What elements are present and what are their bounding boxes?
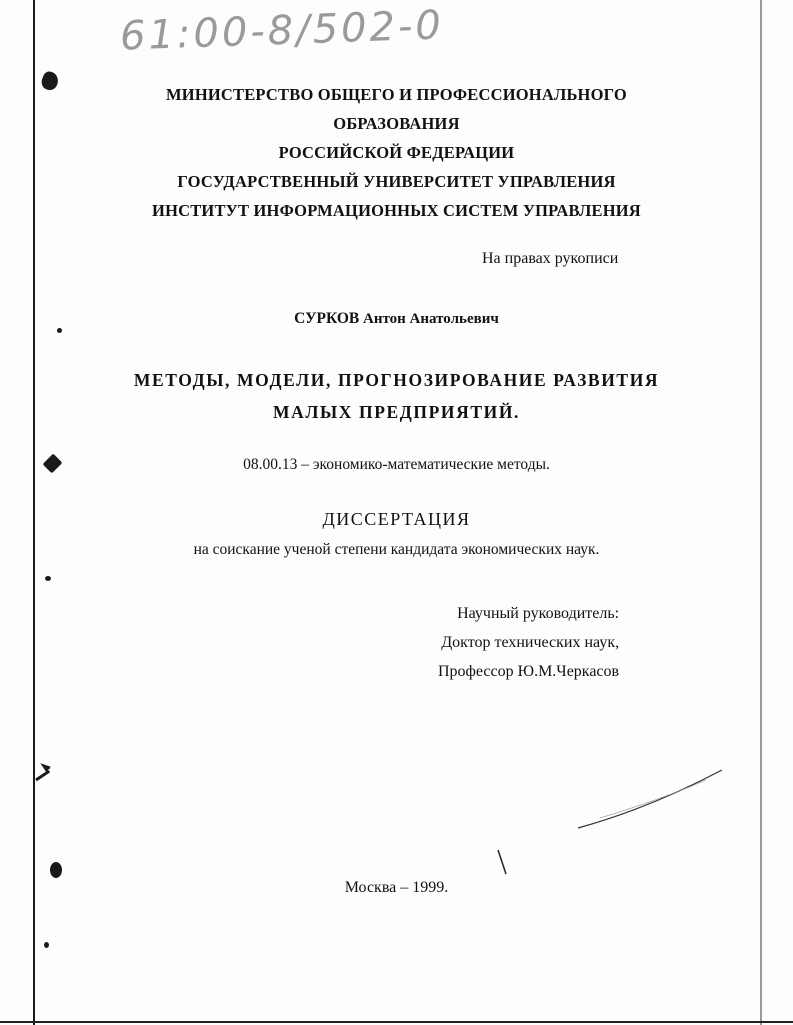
author-given-names: Антон Анатольевич [363,311,499,327]
degree-statement: на соискание ученой степени кандидата экономических наук. [193,541,600,558]
specialty-code: 08.00.13 – экономико-математические методы. [243,456,550,473]
institute-line: ИНСТИТУТ ИНФОРМАЦИОННЫХ СИСТЕМ УПРАВЛЕНИЯ [152,201,641,220]
supervisor-block [438,599,619,686]
dissertation-title [0,364,793,428]
pen-stroke-tick [498,850,506,874]
pen-mark-left [36,766,50,780]
pen-stroke-signature [578,770,722,828]
title-line: МАЛЫХ ПРЕДПРИЯТИЙ. [272,402,521,422]
supervisor-name: Профессор Ю.М.Черкасов [438,663,620,680]
manuscript-rights-note: На правах рукописи [482,250,619,267]
author-name [0,310,793,328]
city-year: Москва – 1999. [344,879,449,896]
supervisor-degree: Доктор технических наук, [441,634,620,651]
ministry-header [0,80,793,225]
supervisor-heading: Научный руководитель: [457,605,620,622]
title-line: МЕТОДЫ, МОДЕЛИ, ПРОГНОЗИРОВАНИЕ РАЗВИТИЯ [133,370,660,390]
dissertation-label: ДИССЕРТАЦИЯ [322,509,471,529]
ministry-line: РОССИЙСКОЙ ФЕДЕРАЦИИ [278,143,515,162]
handwritten-archive-number: 61:00-8/502-0 [119,2,445,60]
ministry-line: ОБРАЗОВАНИЯ [333,114,460,133]
university-line: ГОСУДАРСТВЕННЫЙ УНИВЕРСИТЕТ УПРАВЛЕНИЯ [177,172,616,191]
ministry-line: МИНИСТЕРСТВО ОБЩЕГО И ПРОФЕССИОНАЛЬНОГО [166,85,627,104]
author-surname: СУРКОВ [294,310,360,327]
